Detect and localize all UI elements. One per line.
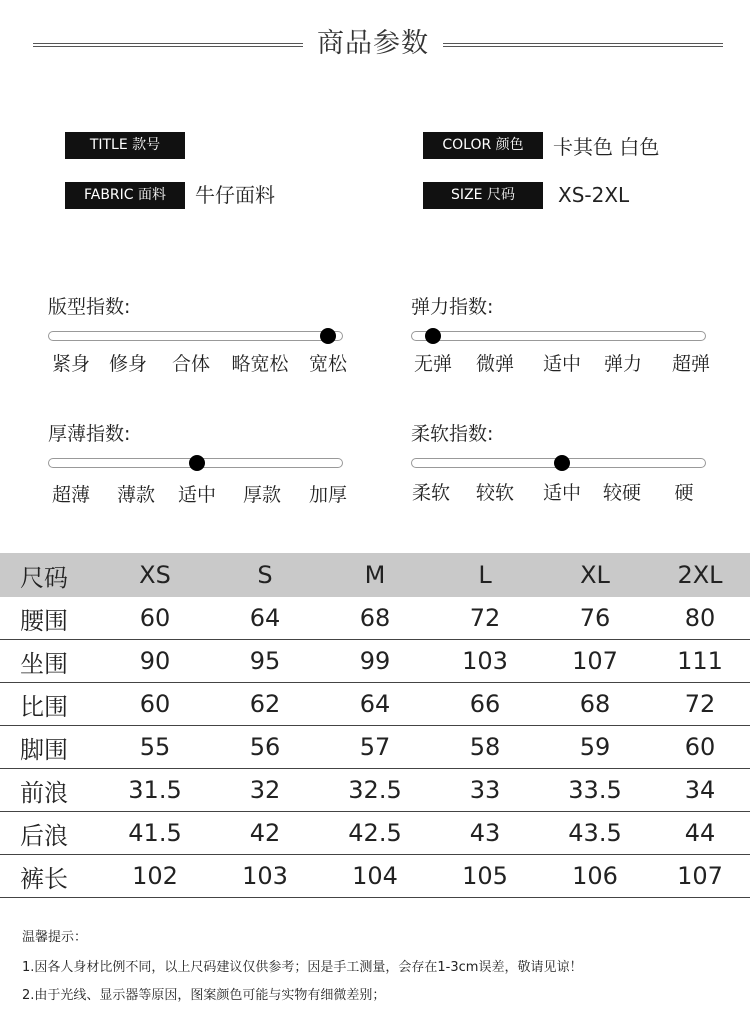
table-cell: 59	[540, 726, 650, 769]
row-label: 比围	[0, 683, 100, 726]
softness-index-label: 柔软	[411, 482, 451, 504]
stretch-index-label: 弹力	[603, 353, 643, 375]
table-cell: 62	[210, 683, 320, 726]
table-cell: 107	[650, 855, 750, 898]
table-cell: 103	[430, 640, 540, 683]
table-cell: 34	[650, 769, 750, 812]
table-cell: 33	[430, 769, 540, 812]
softness-index-knob	[554, 455, 570, 471]
thickness-index-label: 适中	[177, 484, 217, 506]
note-line-2: 2.由于光线、显示器等原因，图案颜色可能与实物有细微差别；	[22, 988, 386, 1003]
table-cell: 44	[650, 812, 750, 855]
header-rule-right	[443, 43, 723, 47]
size-value: XS-2XL	[558, 183, 630, 207]
table-cell: 43.5	[540, 812, 650, 855]
thickness-index-label: 厚款	[242, 484, 282, 506]
row-label: 坐围	[0, 640, 100, 683]
fabric-label: FABRIC 面料	[65, 182, 185, 209]
title-label: TITLE 款号	[65, 132, 185, 159]
softness-index-label: 较硬	[602, 482, 642, 504]
table-cell: 111	[650, 640, 750, 683]
thickness-index-knob	[189, 455, 205, 471]
table-row	[0, 597, 750, 640]
table-row	[0, 640, 750, 683]
table-cell: 43	[430, 812, 540, 855]
table-cell: 60	[650, 726, 750, 769]
color-value: 卡其色 白色	[553, 135, 660, 159]
table-cell: 99	[320, 640, 430, 683]
fit-index-track	[48, 331, 343, 341]
row-label: 裤长	[0, 855, 100, 898]
table-cell: 104	[320, 855, 430, 898]
thickness-index-title: 厚薄指数:	[48, 423, 131, 445]
page-title: 商品参数	[317, 28, 429, 59]
size-label: SIZE 尺码	[423, 182, 543, 209]
fit-index-label: 合体	[171, 353, 211, 375]
header-cell-s: S	[210, 553, 320, 597]
header-cell-2xl: 2XL	[650, 553, 750, 597]
row-label: 后浪	[0, 812, 100, 855]
size-table-header	[0, 553, 750, 597]
table-cell: 32.5	[320, 769, 430, 812]
section-header	[0, 22, 750, 66]
table-cell: 76	[540, 597, 650, 640]
softness-index-label: 较软	[475, 482, 515, 504]
table-cell: 58	[430, 726, 540, 769]
stretch-index-label: 微弹	[475, 353, 515, 375]
table-cell: 57	[320, 726, 430, 769]
table-row	[0, 726, 750, 769]
fabric-value: 牛仔面料	[195, 183, 275, 207]
stretch-index-knob	[425, 328, 441, 344]
thickness-index-label: 加厚	[308, 484, 348, 506]
table-cell: 42	[210, 812, 320, 855]
fit-index-knob	[320, 328, 336, 344]
header-cell-m: M	[320, 553, 430, 597]
table-cell: 72	[430, 597, 540, 640]
table-cell: 105	[430, 855, 540, 898]
fit-index-title: 版型指数:	[48, 296, 131, 318]
thickness-index-label: 超薄	[51, 484, 91, 506]
table-row	[0, 855, 750, 898]
stretch-index-label: 超弹	[671, 353, 711, 375]
stretch-index-title: 弹力指数:	[411, 296, 494, 318]
table-cell: 66	[430, 683, 540, 726]
header-rule-left	[33, 43, 303, 47]
stretch-index-track	[411, 331, 706, 341]
table-cell: 41.5	[100, 812, 210, 855]
table-cell: 68	[320, 597, 430, 640]
table-cell: 64	[210, 597, 320, 640]
color-label: COLOR 颜色	[423, 132, 543, 159]
row-label: 脚围	[0, 726, 100, 769]
table-cell: 102	[100, 855, 210, 898]
table-cell: 103	[210, 855, 320, 898]
fit-index-label: 略宽松	[231, 353, 289, 375]
table-cell: 32	[210, 769, 320, 812]
softness-index-label: 适中	[542, 482, 582, 504]
table-cell: 106	[540, 855, 650, 898]
table-row	[0, 812, 750, 855]
table-cell: 60	[100, 683, 210, 726]
table-cell: 80	[650, 597, 750, 640]
table-row	[0, 769, 750, 812]
table-cell: 60	[100, 597, 210, 640]
notes-title: 温馨提示：	[22, 930, 88, 945]
softness-index-label: 硬	[674, 482, 694, 504]
stretch-index-label: 无弹	[413, 353, 453, 375]
table-cell: 72	[650, 683, 750, 726]
fit-index-label: 紧身	[51, 353, 91, 375]
table-cell: 107	[540, 640, 650, 683]
table-cell: 56	[210, 726, 320, 769]
table-cell: 55	[100, 726, 210, 769]
size-table	[0, 553, 750, 898]
fit-index-label: 宽松	[308, 353, 348, 375]
table-cell: 95	[210, 640, 320, 683]
header-cell-l: L	[430, 553, 540, 597]
header-cell-xs: XS	[100, 553, 210, 597]
stretch-index-label: 适中	[542, 353, 582, 375]
note-line-1: 1.因各人身材比例不同，以上尺码建议仅供参考；因是手工测量，会存在1-3cm误差，敬请见谅！	[22, 960, 583, 975]
table-cell: 33.5	[540, 769, 650, 812]
fit-index-label: 修身	[108, 353, 148, 375]
table-cell: 31.5	[100, 769, 210, 812]
header-cell-xl: XL	[540, 553, 650, 597]
row-label: 腰围	[0, 597, 100, 640]
table-cell: 90	[100, 640, 210, 683]
table-cell: 68	[540, 683, 650, 726]
table-cell: 42.5	[320, 812, 430, 855]
thickness-index-label: 薄款	[116, 484, 156, 506]
softness-index-title: 柔软指数:	[411, 423, 494, 445]
header-cell-size: 尺码	[0, 553, 100, 597]
table-cell: 64	[320, 683, 430, 726]
table-row	[0, 683, 750, 726]
row-label: 前浪	[0, 769, 100, 812]
